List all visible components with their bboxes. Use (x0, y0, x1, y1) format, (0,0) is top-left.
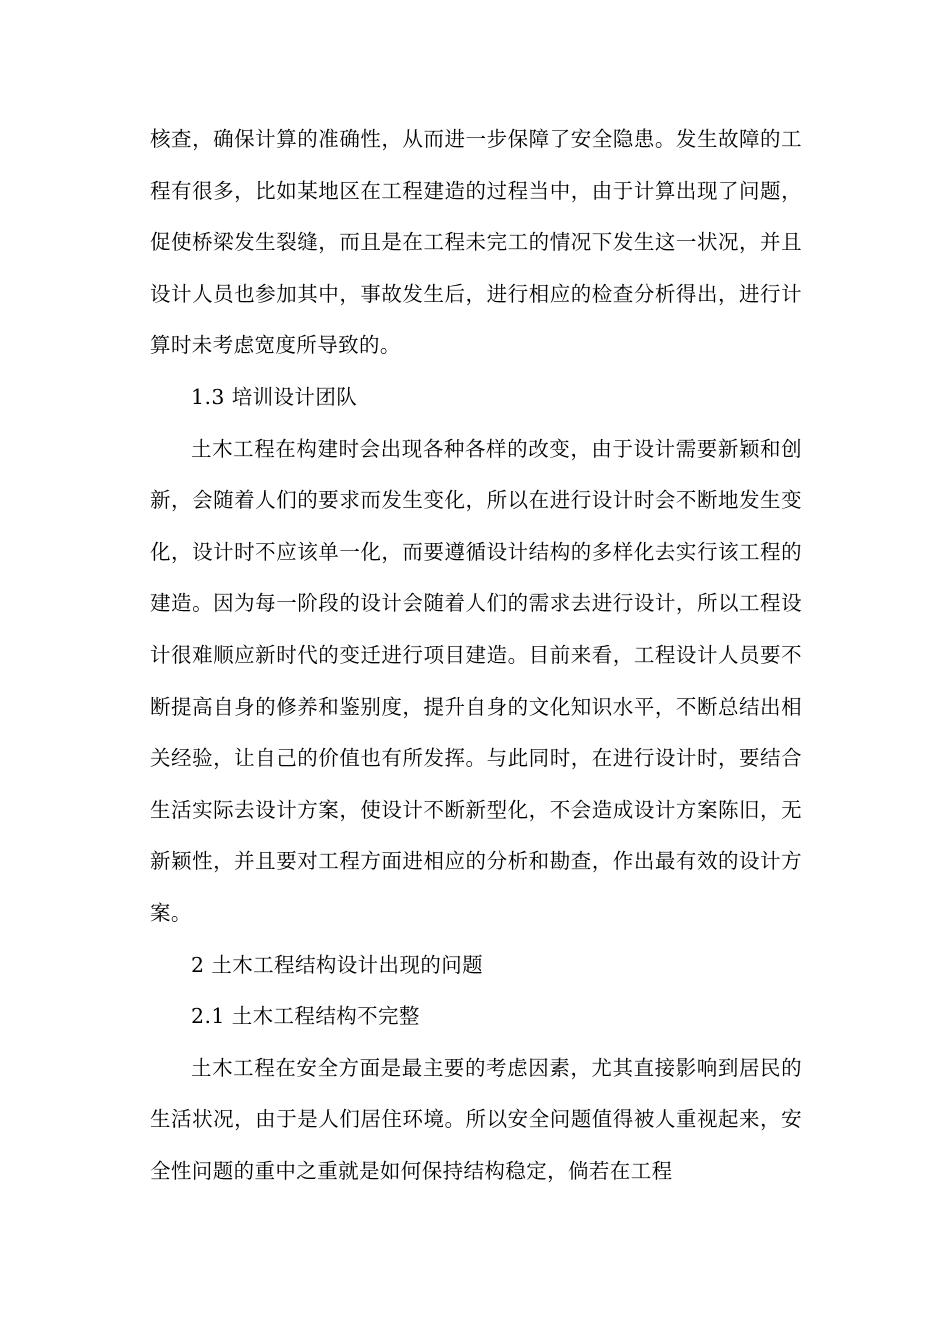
paragraph-continuation: 核查，确保计算的准确性，从而进一步保障了安全隐患。发生故障的工程有很多，比如某地区在工程建造的过程当中，由于计算出现了问题，促使桥梁发生裂缝，而且是在工程未完工的情况下发生这一状况，并且设计人员也参加其中，事故发生后，进行相应的检查分析得出，进行计算时未考虑宽度所导致的。 (150, 127, 802, 358)
section-heading-2: 2 土木工程结构设计出现的问题 (191, 952, 484, 977)
paragraph-structure-safety: 土木工程在安全方面是最主要的考虑因素，尤其直接影响到居民的生活状况，由于是人们居住环境。所以安全问题值得被人重视起来，安全性问题的重中之重就是如何保持结构稳定，倘若在工程 (150, 1055, 802, 1183)
document-body (150, 114, 802, 1197)
section-heading-2-1: 2.1 土木工程结构不完整 (191, 1004, 420, 1029)
paragraph-design-team: 土木工程在构建时会出现各种各样的改变，由于设计需要新颖和创新，会随着人们的要求而发生变化，所以在进行设计时会不断地发生变化，设计时不应该单一化，而要遵循设计结构的多样化去实行该工程的建造。因为每一阶段的设计会随着人们的需求去进行设计，所以工程设计很难顺应新时代的变迁进行项目建造。目前来看，工程设计人员要不断提高自身的修养和鉴别度，提升自身的文化知识水平，不断总结出相关经验，让自己的价值也有所发挥。与此同时，在进行设计时，要结合生活实际去设计方案，使设计不断新型化，不会造成设计方案陈旧，无新颖性，并且要对工程方面进相应的分析和勘查，作出最有效的设计方案。 (150, 436, 802, 925)
section-heading-1-3: 1.3 培训设计团队 (191, 384, 358, 409)
